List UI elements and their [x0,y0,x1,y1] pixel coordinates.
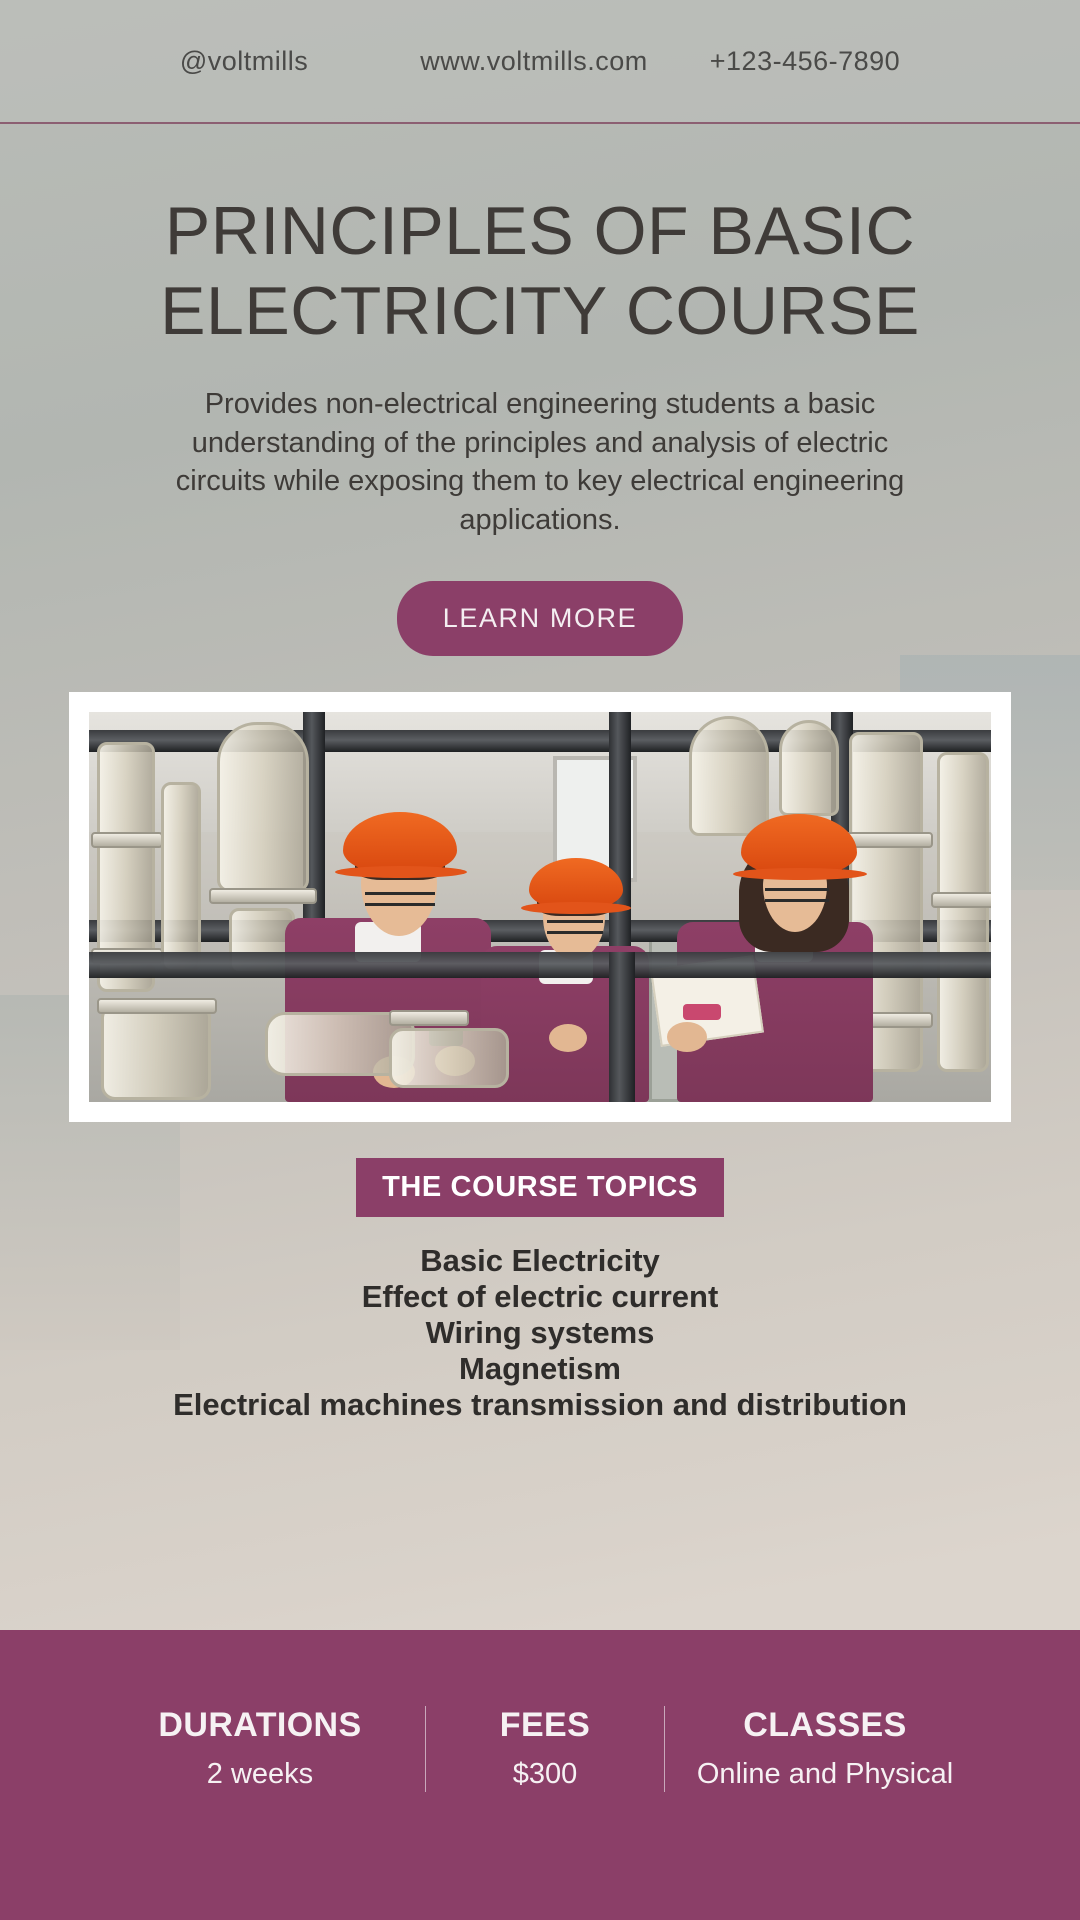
page-subtitle: Provides non-electrical engineering students a basic understanding of the principles and analysis of electric circuits while exposing them to key electrical engineering applications. [175,388,905,536]
list-item: Wiring systems [425,1315,655,1351]
footer-value: 2 weeks [206,1758,314,1790]
topics-label: THE COURSE TOPICS [356,1158,724,1217]
hero-image [89,712,991,1102]
learn-more-button[interactable]: LEARN MORE [397,581,684,656]
list-item: Magnetism [459,1351,621,1387]
page-title: PRINCIPLES OF BASIC ELECTRICITY COURSE [160,193,920,349]
social-handle[interactable]: @voltmills [179,45,309,76]
footer-value: $300 [512,1758,578,1790]
hero-image-frame [69,692,1011,1122]
list-item: Basic Electricity [420,1243,660,1279]
footer-column-fees [425,1706,665,1792]
cta-container [0,581,1080,656]
footer-value: Online and Physical [696,1758,954,1790]
list-item: Electrical machines transmission and distribution [173,1387,907,1423]
website-link[interactable]: www.voltmills.com [420,45,648,76]
footer-title: DURATIONS [158,1706,362,1744]
lab-scene-illustration [89,712,991,1102]
footer-title: FEES [499,1706,591,1744]
contact-bar [0,0,1080,124]
list-item: Effect of electric current [361,1279,719,1315]
footer-column-classes [665,1706,985,1792]
footer-details-bar [0,1630,1080,1920]
phone-number[interactable]: +123-456-7890 [709,45,901,76]
footer-column-durations [95,1706,425,1792]
footer-title: CLASSES [743,1706,907,1744]
